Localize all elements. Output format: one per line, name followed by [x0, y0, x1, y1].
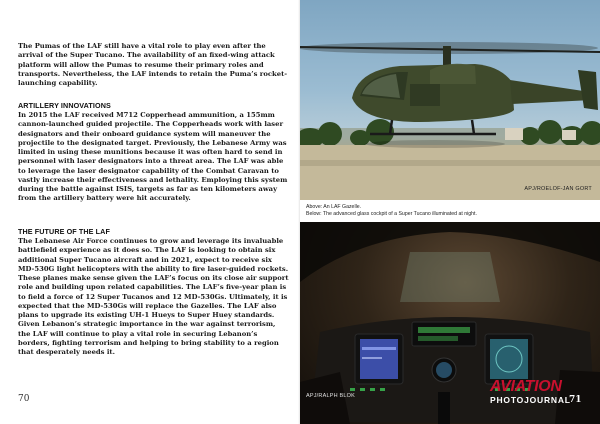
gazelle-photo: [300, 0, 600, 200]
photo-caption: [306, 204, 596, 218]
magazine-logo-aviation: AVIATION: [490, 378, 562, 395]
control-stick: [438, 392, 450, 424]
section-heading-future: THE FUTURE OF THE LAF: [18, 227, 110, 236]
caption-above: Above: An LAF Gazelle.: [306, 204, 362, 210]
tail-fin: [578, 70, 598, 110]
artillery-paragraph: [18, 111, 290, 204]
artillery-text: In 2015 the LAF received M712 Copperhead ammunition, a 155mm cannon-launched guided projectile. The Copperheads work with laser designators and their onboard guidance system will maneuver the projectile to the designated target. Previously, the Lebanese Army was limited in using these munitions because it was often hard to send in personnel with laser designators into a threat area. The LAF was able to leverage the laser designator capability of the Combat Caravan to vastly increase their effectiveness and lethality. Employing this system during the battle against ISIS, targets as far as ten kilometers away from the artillery battery were hit accurately.: [18, 111, 288, 203]
section-heading-artillery: ARTILLERY INNOVATIONS: [18, 101, 111, 110]
magazine-logo-photojournal: PHOTOJOURNAL: [490, 395, 571, 405]
side-door: [410, 84, 440, 106]
hud-glass: [400, 252, 500, 302]
page-number-right: 71: [569, 395, 582, 405]
runway-strip: [300, 160, 600, 166]
helicopter-shadow: [365, 140, 505, 148]
intro-text: The Pumas of the LAF still have a vital role to play even after the arrival of the Super Tucano. The availability of an fixed-wing attack platform will allow the Pumas to resume their primary roles and transports. Nevertheless, the LAF intends to retain the Puma’s rocket-launching capability.: [18, 42, 288, 87]
page-number-left: 70: [18, 394, 30, 404]
future-paragraph: [18, 237, 290, 357]
tail-boom: [510, 80, 592, 104]
caption-below: Below: The advanced glass cockpit of a Super Tucano illuminated at night.: [306, 211, 477, 217]
intro-paragraph: [18, 42, 290, 88]
future-text: The Lebanese Air Force continues to grow and leverage its invaluable battlefield experience as it does so. The LAF is looking to obtain six additional Super Tucano aircraft and in 2021, expect to receive six MD-530G light helicopters with the ability to fire laser-guided rockets. These planes make sense given the LAF’s focus on its close air support role and building upon related capabilities. The LAF’s five-year plan is to field a force of 12 Super Tucanos and 12 MD-530Gs. Ultimately, it is expected that the MD-530Gs will replace the Gazelles. The LAF also plans to upgrade its existing UH-1 Hueys to Super Huey standards. Given Lebanon’s strategic importance in the war against terrorism, the LAF will continue to play a vital role in securing Lebanon’s borders, fighting terrorism and helping to bring stability to a region that desperately needs it.: [18, 237, 289, 356]
gazelle-illustration: [300, 0, 600, 200]
photo-credit-bottom: APJ/RALPH BLOK: [306, 393, 355, 399]
helicopter-body: [352, 64, 598, 122]
photo-credit-top: APJ/ROELOF-JAN GORT: [524, 186, 592, 192]
center-control-panel: [412, 322, 476, 346]
